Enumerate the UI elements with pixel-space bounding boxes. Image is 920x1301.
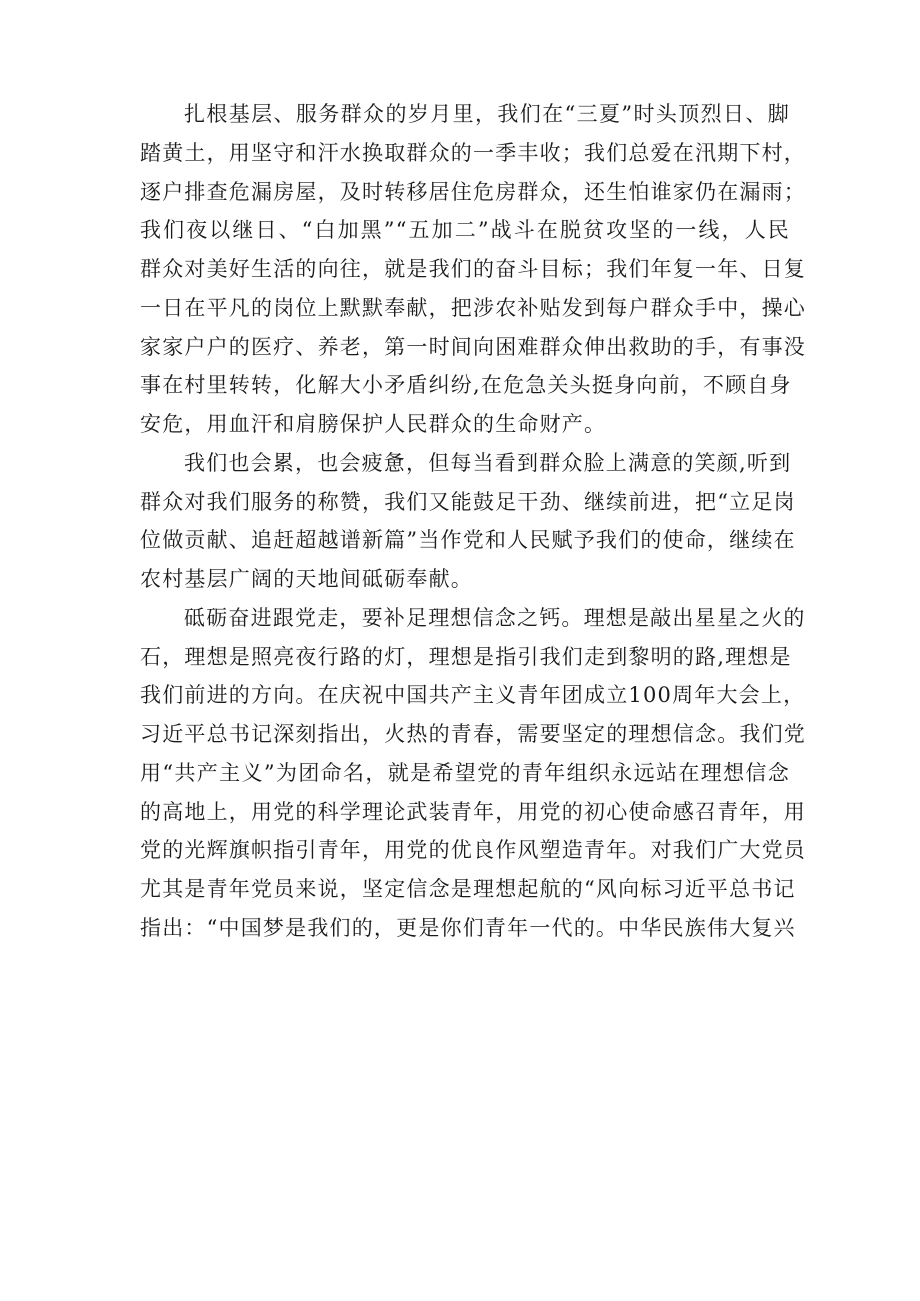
text-line: 逐户排查危漏房屋，及时转移居住危房群众，还生怕谁家仍在漏雨；	[140, 179, 806, 204]
text-line: 事在村里转转，化解大小矛盾纠纷,在危急关头挺身向前，不顾自身	[140, 373, 792, 398]
document-body	[140, 95, 806, 948]
text-line: 群众对美好生活的向往，就是我们的奋斗目标；我们年复一年、日复	[140, 257, 806, 281]
text-line: 我们夜以继日、“白加黑”“五加二”战斗在脱贫攻坚的一线，人民	[140, 218, 790, 243]
text-line: 我们前进的方向。在庆祝中国共产主义青年团成立100周年大会上，	[140, 683, 806, 708]
text-line: 习近平总书记深刻指出，火热的青春，需要坚定的理想信念。我们党	[140, 722, 806, 746]
text-line: 位做贡献、追赶超越谱新篇”当作党和人民赋予我们的使命，继续在	[140, 528, 796, 553]
text-line: 的高地上，用党的科学理论武装青年，用党的初心使命感召青年，用	[140, 799, 806, 824]
text-line: 用“共产主义”为团命名，就是希望党的青年组织永远站在理想信念	[140, 760, 790, 785]
paragraph-2	[140, 444, 796, 599]
paragraph-1	[140, 95, 806, 444]
text-line: 一日在平凡的岗位上默默奉献，把涉农补贴发到每户群众手中，操心	[140, 295, 806, 320]
text-line: 尤其是青年党员来说，坚定信念是理想起航的“风向标习近平总书记	[140, 877, 796, 901]
text-line: 农村基层广阔的天地间砥砺奉献。	[140, 567, 473, 591]
text-line: 党的光辉旗帜指引青年，用党的优良作风塑造青年。对我们广大党员	[140, 838, 806, 863]
paragraph-3	[140, 599, 806, 948]
text-line: 踏黄土，用坚守和汗水换取群众的一季丰收；我们总爱在汛期下村，	[140, 140, 806, 165]
text-line: 安危，用血汗和肩膀保护人民群众的生命财产。	[140, 412, 607, 436]
text-line: 群众对我们服务的称赞，我们又能鼓足干劲、继续前进，把“立足岗	[140, 489, 796, 514]
text-line: 我们也会累，也会疲惫，但每当看到群众脸上满意的笑颜,听到	[184, 450, 792, 475]
text-line: 指出：“中国梦是我们的，更是你们青年一代的。中华民族伟大复兴	[140, 915, 796, 940]
text-line: 砥砺奋进跟党走，要补足理想信念之钙。理想是敲出星星之火的	[184, 605, 806, 630]
text-line: 家家户户的医疗、养老，第一时间向困难群众伸出救助的手，有事没	[140, 334, 806, 359]
text-line: 扎根基层、服务群众的岁月里，我们在“三夏”时头顶烈日、脚	[184, 102, 790, 126]
text-line: 石，理想是照亮夜行路的灯，理想是指引我们走到黎明的路,理想是	[140, 644, 792, 669]
